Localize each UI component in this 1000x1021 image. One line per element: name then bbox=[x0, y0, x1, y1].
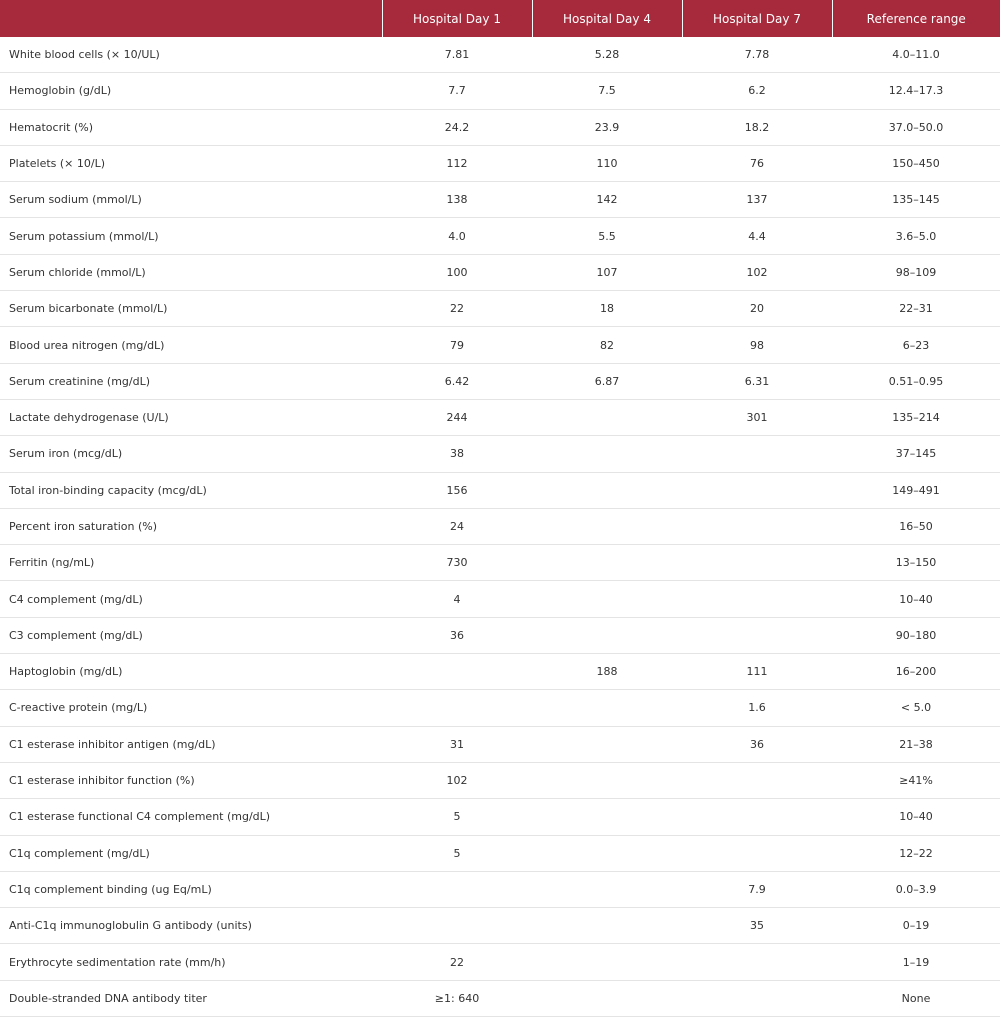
test-name-cell: Hemoglobin (g/dL) bbox=[0, 73, 382, 109]
reference-range-cell: 3.6–5.0 bbox=[832, 218, 1000, 254]
day1-value-cell: 112 bbox=[382, 145, 532, 181]
day7-value-cell bbox=[682, 436, 832, 472]
day7-value-cell: 7.78 bbox=[682, 37, 832, 73]
day7-value-cell: 4.4 bbox=[682, 218, 832, 254]
day4-value-cell bbox=[532, 980, 682, 1016]
table-row bbox=[0, 472, 1000, 508]
reference-range-cell: 4.0–11.0 bbox=[832, 37, 1000, 73]
table-row bbox=[0, 690, 1000, 726]
day4-value-cell: 82 bbox=[532, 327, 682, 363]
reference-range-cell: 0.0–3.9 bbox=[832, 871, 1000, 907]
header-test-name bbox=[0, 0, 382, 37]
test-name-cell: Haptoglobin (mg/dL) bbox=[0, 654, 382, 690]
day1-value-cell: 24 bbox=[382, 508, 532, 544]
day7-value-cell bbox=[682, 835, 832, 871]
day1-value-cell: 7.7 bbox=[382, 73, 532, 109]
day1-value-cell: ≥1: 640 bbox=[382, 980, 532, 1016]
table-row bbox=[0, 291, 1000, 327]
reference-range-cell: 16–50 bbox=[832, 508, 1000, 544]
test-name-cell: C1 esterase functional C4 complement (mg/dL) bbox=[0, 799, 382, 835]
test-name-cell: C1 esterase inhibitor function (%) bbox=[0, 762, 382, 798]
day1-value-cell: 156 bbox=[382, 472, 532, 508]
header-hospital-day-4: Hospital Day 4 bbox=[532, 0, 682, 37]
reference-range-cell: 37.0–50.0 bbox=[832, 109, 1000, 145]
reference-range-cell: 135–145 bbox=[832, 182, 1000, 218]
reference-range-cell: 149–491 bbox=[832, 472, 1000, 508]
day1-value-cell: 79 bbox=[382, 327, 532, 363]
day4-value-cell: 7.5 bbox=[532, 73, 682, 109]
reference-range-cell: 37–145 bbox=[832, 436, 1000, 472]
day7-value-cell: 111 bbox=[682, 654, 832, 690]
test-name-cell: Hematocrit (%) bbox=[0, 109, 382, 145]
day7-value-cell bbox=[682, 508, 832, 544]
day7-value-cell: 6.31 bbox=[682, 363, 832, 399]
table-row bbox=[0, 399, 1000, 435]
day4-value-cell: 18 bbox=[532, 291, 682, 327]
reference-range-cell: 90–180 bbox=[832, 617, 1000, 653]
day4-value-cell: 5.28 bbox=[532, 37, 682, 73]
table-row bbox=[0, 218, 1000, 254]
test-name-cell: Erythrocyte sedimentation rate (mm/h) bbox=[0, 944, 382, 980]
day4-value-cell bbox=[532, 617, 682, 653]
reference-range-cell: 22–31 bbox=[832, 291, 1000, 327]
day4-value-cell bbox=[532, 908, 682, 944]
day7-value-cell: 7.9 bbox=[682, 871, 832, 907]
reference-range-cell: 12.4–17.3 bbox=[832, 73, 1000, 109]
day4-value-cell: 110 bbox=[532, 145, 682, 181]
test-name-cell: C3 complement (mg/dL) bbox=[0, 617, 382, 653]
day4-value-cell bbox=[532, 581, 682, 617]
test-name-cell: Blood urea nitrogen (mg/dL) bbox=[0, 327, 382, 363]
table-row bbox=[0, 654, 1000, 690]
day1-value-cell: 31 bbox=[382, 726, 532, 762]
day1-value-cell bbox=[382, 871, 532, 907]
table-row bbox=[0, 835, 1000, 871]
day4-value-cell: 23.9 bbox=[532, 109, 682, 145]
table-row bbox=[0, 581, 1000, 617]
day1-value-cell bbox=[382, 690, 532, 726]
test-name-cell: Ferritin (ng/mL) bbox=[0, 545, 382, 581]
day7-value-cell bbox=[682, 799, 832, 835]
day1-value-cell: 24.2 bbox=[382, 109, 532, 145]
table-row bbox=[0, 254, 1000, 290]
table-row bbox=[0, 327, 1000, 363]
table-row bbox=[0, 871, 1000, 907]
day7-value-cell: 36 bbox=[682, 726, 832, 762]
day7-value-cell bbox=[682, 581, 832, 617]
day1-value-cell: 4 bbox=[382, 581, 532, 617]
reference-range-cell: 13–150 bbox=[832, 545, 1000, 581]
reference-range-cell: 98–109 bbox=[832, 254, 1000, 290]
day1-value-cell bbox=[382, 908, 532, 944]
day7-value-cell: 1.6 bbox=[682, 690, 832, 726]
day4-value-cell bbox=[532, 799, 682, 835]
day1-value-cell: 38 bbox=[382, 436, 532, 472]
table-row bbox=[0, 436, 1000, 472]
day4-value-cell bbox=[532, 835, 682, 871]
table-row bbox=[0, 908, 1000, 944]
day7-value-cell: 18.2 bbox=[682, 109, 832, 145]
header-hospital-day-7: Hospital Day 7 bbox=[682, 0, 832, 37]
test-name-cell: White blood cells (× 10/UL) bbox=[0, 37, 382, 73]
day4-value-cell bbox=[532, 399, 682, 435]
day4-value-cell bbox=[532, 472, 682, 508]
reference-range-cell: None bbox=[832, 980, 1000, 1016]
day7-value-cell bbox=[682, 472, 832, 508]
table-row bbox=[0, 545, 1000, 581]
reference-range-cell: 0.51–0.95 bbox=[832, 363, 1000, 399]
day7-value-cell bbox=[682, 980, 832, 1016]
reference-range-cell: 10–40 bbox=[832, 799, 1000, 835]
reference-range-cell: 16–200 bbox=[832, 654, 1000, 690]
table-row bbox=[0, 944, 1000, 980]
test-name-cell: Percent iron saturation (%) bbox=[0, 508, 382, 544]
reference-range-cell: 21–38 bbox=[832, 726, 1000, 762]
day1-value-cell: 36 bbox=[382, 617, 532, 653]
day7-value-cell: 98 bbox=[682, 327, 832, 363]
test-name-cell: C1q complement (mg/dL) bbox=[0, 835, 382, 871]
test-name-cell: Anti-C1q immunoglobulin G antibody (units) bbox=[0, 908, 382, 944]
test-name-cell: Serum potassium (mmol/L) bbox=[0, 218, 382, 254]
table-row bbox=[0, 109, 1000, 145]
day1-value-cell: 5 bbox=[382, 799, 532, 835]
table-row bbox=[0, 617, 1000, 653]
day4-value-cell bbox=[532, 690, 682, 726]
table-row bbox=[0, 508, 1000, 544]
table-row bbox=[0, 73, 1000, 109]
header-row bbox=[0, 0, 1000, 37]
table-row bbox=[0, 726, 1000, 762]
table-row bbox=[0, 145, 1000, 181]
table-row bbox=[0, 363, 1000, 399]
table-row bbox=[0, 762, 1000, 798]
reference-range-cell: 135–214 bbox=[832, 399, 1000, 435]
reference-range-cell: 12–22 bbox=[832, 835, 1000, 871]
reference-range-cell: 1–19 bbox=[832, 944, 1000, 980]
day4-value-cell: 5.5 bbox=[532, 218, 682, 254]
day1-value-cell: 22 bbox=[382, 944, 532, 980]
test-name-cell: Lactate dehydrogenase (U/L) bbox=[0, 399, 382, 435]
reference-range-cell: 0–19 bbox=[832, 908, 1000, 944]
table-row bbox=[0, 37, 1000, 73]
day4-value-cell: 188 bbox=[532, 654, 682, 690]
test-name-cell: C4 complement (mg/dL) bbox=[0, 581, 382, 617]
day7-value-cell bbox=[682, 617, 832, 653]
day1-value-cell: 730 bbox=[382, 545, 532, 581]
day4-value-cell bbox=[532, 508, 682, 544]
day4-value-cell: 142 bbox=[532, 182, 682, 218]
reference-range-cell: 6–23 bbox=[832, 327, 1000, 363]
day4-value-cell bbox=[532, 762, 682, 798]
day7-value-cell: 137 bbox=[682, 182, 832, 218]
table-body bbox=[0, 37, 1000, 1017]
test-name-cell: Serum bicarbonate (mmol/L) bbox=[0, 291, 382, 327]
day1-value-cell: 100 bbox=[382, 254, 532, 290]
day7-value-cell: 6.2 bbox=[682, 73, 832, 109]
day7-value-cell: 76 bbox=[682, 145, 832, 181]
day7-value-cell bbox=[682, 762, 832, 798]
day7-value-cell: 35 bbox=[682, 908, 832, 944]
test-name-cell: C1 esterase inhibitor antigen (mg/dL) bbox=[0, 726, 382, 762]
day7-value-cell bbox=[682, 545, 832, 581]
day4-value-cell bbox=[532, 726, 682, 762]
day1-value-cell: 5 bbox=[382, 835, 532, 871]
day4-value-cell bbox=[532, 944, 682, 980]
test-name-cell: C1q complement binding (ug Eq/mL) bbox=[0, 871, 382, 907]
day4-value-cell: 107 bbox=[532, 254, 682, 290]
test-name-cell: Serum sodium (mmol/L) bbox=[0, 182, 382, 218]
day4-value-cell bbox=[532, 436, 682, 472]
reference-range-cell: < 5.0 bbox=[832, 690, 1000, 726]
day1-value-cell: 102 bbox=[382, 762, 532, 798]
header-hospital-day-1: Hospital Day 1 bbox=[382, 0, 532, 37]
day1-value-cell: 7.81 bbox=[382, 37, 532, 73]
test-name-cell: Double-stranded DNA antibody titer bbox=[0, 980, 382, 1016]
day7-value-cell bbox=[682, 944, 832, 980]
table-row bbox=[0, 799, 1000, 835]
reference-range-cell: ≥41% bbox=[832, 762, 1000, 798]
table-row bbox=[0, 182, 1000, 218]
day4-value-cell bbox=[532, 545, 682, 581]
reference-range-cell: 10–40 bbox=[832, 581, 1000, 617]
day7-value-cell: 102 bbox=[682, 254, 832, 290]
day1-value-cell: 6.42 bbox=[382, 363, 532, 399]
test-name-cell: Platelets (× 10/L) bbox=[0, 145, 382, 181]
day7-value-cell: 20 bbox=[682, 291, 832, 327]
day4-value-cell: 6.87 bbox=[532, 363, 682, 399]
test-name-cell: Serum chloride (mmol/L) bbox=[0, 254, 382, 290]
day1-value-cell: 22 bbox=[382, 291, 532, 327]
day1-value-cell: 244 bbox=[382, 399, 532, 435]
table-header bbox=[0, 0, 1000, 37]
day1-value-cell: 138 bbox=[382, 182, 532, 218]
test-name-cell: Total iron-binding capacity (mcg/dL) bbox=[0, 472, 382, 508]
day7-value-cell: 301 bbox=[682, 399, 832, 435]
day1-value-cell bbox=[382, 654, 532, 690]
header-reference-range: Reference range bbox=[832, 0, 1000, 37]
test-name-cell: C-reactive protein (mg/L) bbox=[0, 690, 382, 726]
day1-value-cell: 4.0 bbox=[382, 218, 532, 254]
table-row bbox=[0, 980, 1000, 1016]
day4-value-cell bbox=[532, 871, 682, 907]
reference-range-cell: 150–450 bbox=[832, 145, 1000, 181]
test-name-cell: Serum creatinine (mg/dL) bbox=[0, 363, 382, 399]
test-name-cell: Serum iron (mcg/dL) bbox=[0, 436, 382, 472]
